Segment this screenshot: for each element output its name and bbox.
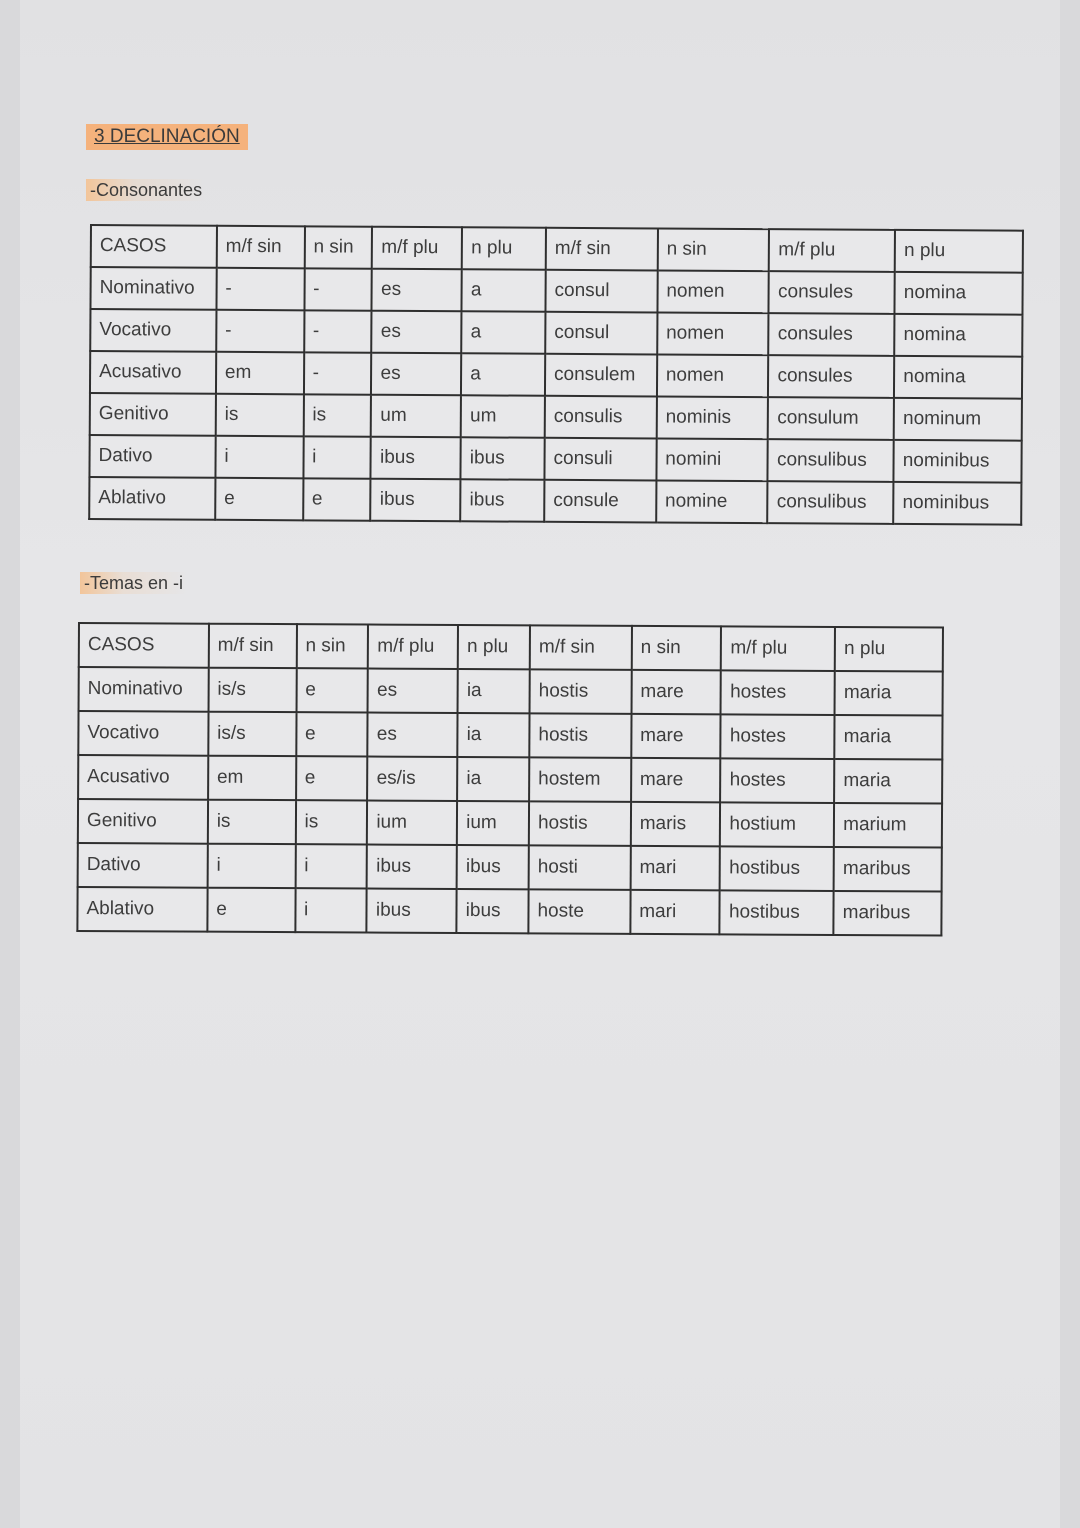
table-cell: consul bbox=[545, 312, 657, 355]
table-cell: nomini bbox=[656, 438, 768, 481]
table-cell: mari bbox=[630, 846, 720, 890]
row-label-cell: Acusativo bbox=[78, 755, 208, 800]
table-cell: a bbox=[462, 269, 546, 312]
table-cell: ia bbox=[458, 713, 530, 757]
table-cell: hostibus bbox=[720, 890, 834, 935]
table-header-row bbox=[91, 225, 1023, 273]
row-label-cell: Ablativo bbox=[89, 477, 215, 520]
table-cell: is/s bbox=[208, 712, 296, 756]
table-cell: ibus bbox=[367, 845, 457, 889]
table-cell: m/f plu bbox=[721, 626, 835, 671]
table-cell: consules bbox=[768, 355, 894, 398]
table-cell: nomina bbox=[895, 272, 1023, 315]
table-cell: es bbox=[368, 669, 458, 713]
table-cell: ibus bbox=[371, 437, 461, 480]
table-cell: nomen bbox=[657, 312, 769, 355]
row-label-cell: Genitivo bbox=[90, 393, 216, 436]
table-cell: is bbox=[295, 800, 367, 844]
table-cell: maris bbox=[631, 802, 721, 846]
table-row bbox=[78, 843, 942, 892]
table-cell: - bbox=[304, 310, 372, 352]
table-cell: nomine bbox=[656, 480, 768, 523]
table-cell: n plu bbox=[895, 230, 1023, 273]
row-label-cell: Genitivo bbox=[78, 799, 208, 844]
table-cell: um bbox=[461, 395, 545, 438]
table-cell: n plu bbox=[462, 227, 546, 270]
table-cell: maria bbox=[835, 671, 943, 716]
table-cell: m/f sin bbox=[530, 625, 632, 670]
table-cell: hostium bbox=[720, 802, 834, 847]
table-cell: nomina bbox=[894, 314, 1022, 357]
table-cell: n plu bbox=[458, 625, 530, 669]
table-cell: hostes bbox=[721, 670, 835, 715]
table-cell: is bbox=[216, 394, 304, 437]
row-label-cell: Dativo bbox=[78, 843, 208, 888]
table-cell: ibus bbox=[461, 437, 545, 480]
table-row bbox=[77, 887, 941, 936]
table-row bbox=[90, 393, 1022, 441]
row-label-cell: Vocativo bbox=[90, 309, 216, 352]
table-cell: nominis bbox=[656, 396, 768, 439]
table-cell: a bbox=[461, 353, 545, 396]
table-row bbox=[90, 267, 1022, 315]
table-cell: m/f plu bbox=[368, 625, 458, 669]
section-heading-consonantes: -Consonantes bbox=[86, 179, 206, 201]
table-header-row bbox=[79, 623, 943, 672]
table-row bbox=[78, 799, 942, 848]
table-cell: - bbox=[304, 352, 372, 394]
table-cell: - bbox=[216, 268, 304, 311]
table-row bbox=[89, 435, 1021, 483]
table-cell: consul bbox=[545, 270, 657, 313]
table-cell: mari bbox=[630, 890, 720, 934]
table-cell: m/f plu bbox=[769, 229, 895, 272]
row-label-cell: Ablativo bbox=[77, 887, 207, 932]
table-cell: hostes bbox=[721, 758, 835, 803]
table-row bbox=[89, 477, 1021, 525]
table-cell: mare bbox=[631, 758, 721, 802]
table-cell: hostes bbox=[721, 714, 835, 759]
row-label-cell: CASOS bbox=[79, 623, 209, 668]
page-title: 3 DECLINACIÓN bbox=[86, 124, 248, 150]
table-cell: m/f plu bbox=[372, 227, 462, 270]
table-row bbox=[78, 755, 942, 804]
table-cell: maria bbox=[834, 759, 942, 804]
table-cell: marium bbox=[834, 803, 942, 848]
table-cell: nomen bbox=[657, 270, 769, 313]
table-cell: hostis bbox=[529, 801, 631, 846]
table-cell: consuli bbox=[544, 438, 656, 481]
table-cell: is bbox=[303, 394, 371, 436]
table-cell: nomina bbox=[894, 356, 1022, 399]
table-cell: nominibus bbox=[893, 482, 1021, 525]
table-consonantes bbox=[88, 224, 1024, 526]
table-cell: maribus bbox=[834, 847, 942, 892]
table-cell: nominum bbox=[894, 398, 1022, 441]
table-cell: ibus bbox=[457, 845, 529, 889]
table-cell: a bbox=[461, 311, 545, 354]
table-cell: ibus bbox=[460, 479, 544, 522]
table-cell: e bbox=[215, 478, 303, 521]
table-cell: i bbox=[295, 844, 367, 888]
table-cell: em bbox=[208, 756, 296, 800]
table-row bbox=[90, 309, 1022, 357]
table-cell: nominibus bbox=[894, 440, 1022, 483]
table-cell: n sin bbox=[296, 624, 368, 668]
table-cell: e bbox=[296, 712, 368, 756]
table-row bbox=[78, 711, 942, 760]
table-cell: e bbox=[303, 478, 371, 520]
table-cell: n sin bbox=[632, 626, 722, 670]
table-cell: consules bbox=[769, 313, 895, 356]
table-cell: m/f sin bbox=[209, 624, 297, 668]
table-temas-en-i bbox=[76, 622, 944, 937]
section-heading-temas-en-i: -Temas en -i bbox=[80, 572, 187, 594]
table-cell: i bbox=[207, 844, 295, 888]
table-cell: consulis bbox=[545, 396, 657, 439]
table-row bbox=[79, 667, 943, 716]
table-cell: hostis bbox=[529, 713, 631, 758]
table-cell: em bbox=[216, 352, 304, 395]
table-cell: e bbox=[207, 888, 295, 932]
table-cell: - bbox=[216, 310, 304, 353]
table-cell: ibus bbox=[457, 889, 529, 933]
table-cell: es bbox=[368, 713, 458, 757]
table-cell: i bbox=[303, 436, 371, 478]
table-cell: i bbox=[215, 436, 303, 479]
table-cell: ium bbox=[367, 801, 457, 845]
table-cell: ibus bbox=[367, 889, 457, 933]
row-label-cell: CASOS bbox=[91, 225, 217, 268]
table-cell: consulem bbox=[545, 354, 657, 397]
table-cell: is bbox=[208, 800, 296, 844]
table-cell: ibus bbox=[371, 479, 461, 522]
row-label-cell: Nominativo bbox=[79, 667, 209, 712]
table-cell: maribus bbox=[834, 891, 942, 936]
table-cell: is/s bbox=[208, 668, 296, 712]
table-cell: consulum bbox=[768, 397, 894, 440]
table-row bbox=[90, 351, 1022, 399]
table-cell: hostis bbox=[530, 669, 632, 714]
table-cell: es bbox=[372, 269, 462, 312]
table-cell: consulibus bbox=[768, 439, 894, 482]
table-cell: hoste bbox=[528, 889, 630, 934]
table-cell: consulibus bbox=[768, 481, 894, 524]
table-cell: ia bbox=[458, 669, 530, 713]
table-cell: ia bbox=[457, 757, 529, 801]
table-cell: es bbox=[371, 353, 461, 396]
table-cell: mare bbox=[631, 670, 721, 714]
row-label-cell: Nominativo bbox=[90, 267, 216, 310]
row-label-cell: Vocativo bbox=[78, 711, 208, 756]
table-cell: n sin bbox=[657, 228, 769, 271]
table-cell: n plu bbox=[835, 627, 943, 672]
table-cell: n sin bbox=[304, 226, 372, 268]
table-cell: hostem bbox=[529, 757, 631, 802]
table-cell: nomen bbox=[657, 354, 769, 397]
table-cell: - bbox=[304, 268, 372, 310]
table-cell: m/f sin bbox=[217, 226, 305, 269]
table-cell: ium bbox=[457, 801, 529, 845]
table-cell: e bbox=[296, 668, 368, 712]
table-cell: maria bbox=[834, 715, 942, 760]
table-cell: m/f sin bbox=[546, 228, 658, 271]
row-label-cell: Dativo bbox=[89, 435, 215, 478]
table-cell: es/is bbox=[367, 757, 457, 801]
row-label-cell: Acusativo bbox=[90, 351, 216, 394]
table-cell: consules bbox=[769, 271, 895, 314]
table-cell: es bbox=[372, 311, 462, 354]
table-cell: i bbox=[295, 888, 367, 932]
table-cell: um bbox=[371, 395, 461, 438]
table-cell: hosti bbox=[529, 845, 631, 890]
table-cell: consule bbox=[544, 480, 656, 523]
table-cell: mare bbox=[631, 714, 721, 758]
table-cell: hostibus bbox=[720, 846, 834, 891]
table-cell: e bbox=[296, 756, 368, 800]
